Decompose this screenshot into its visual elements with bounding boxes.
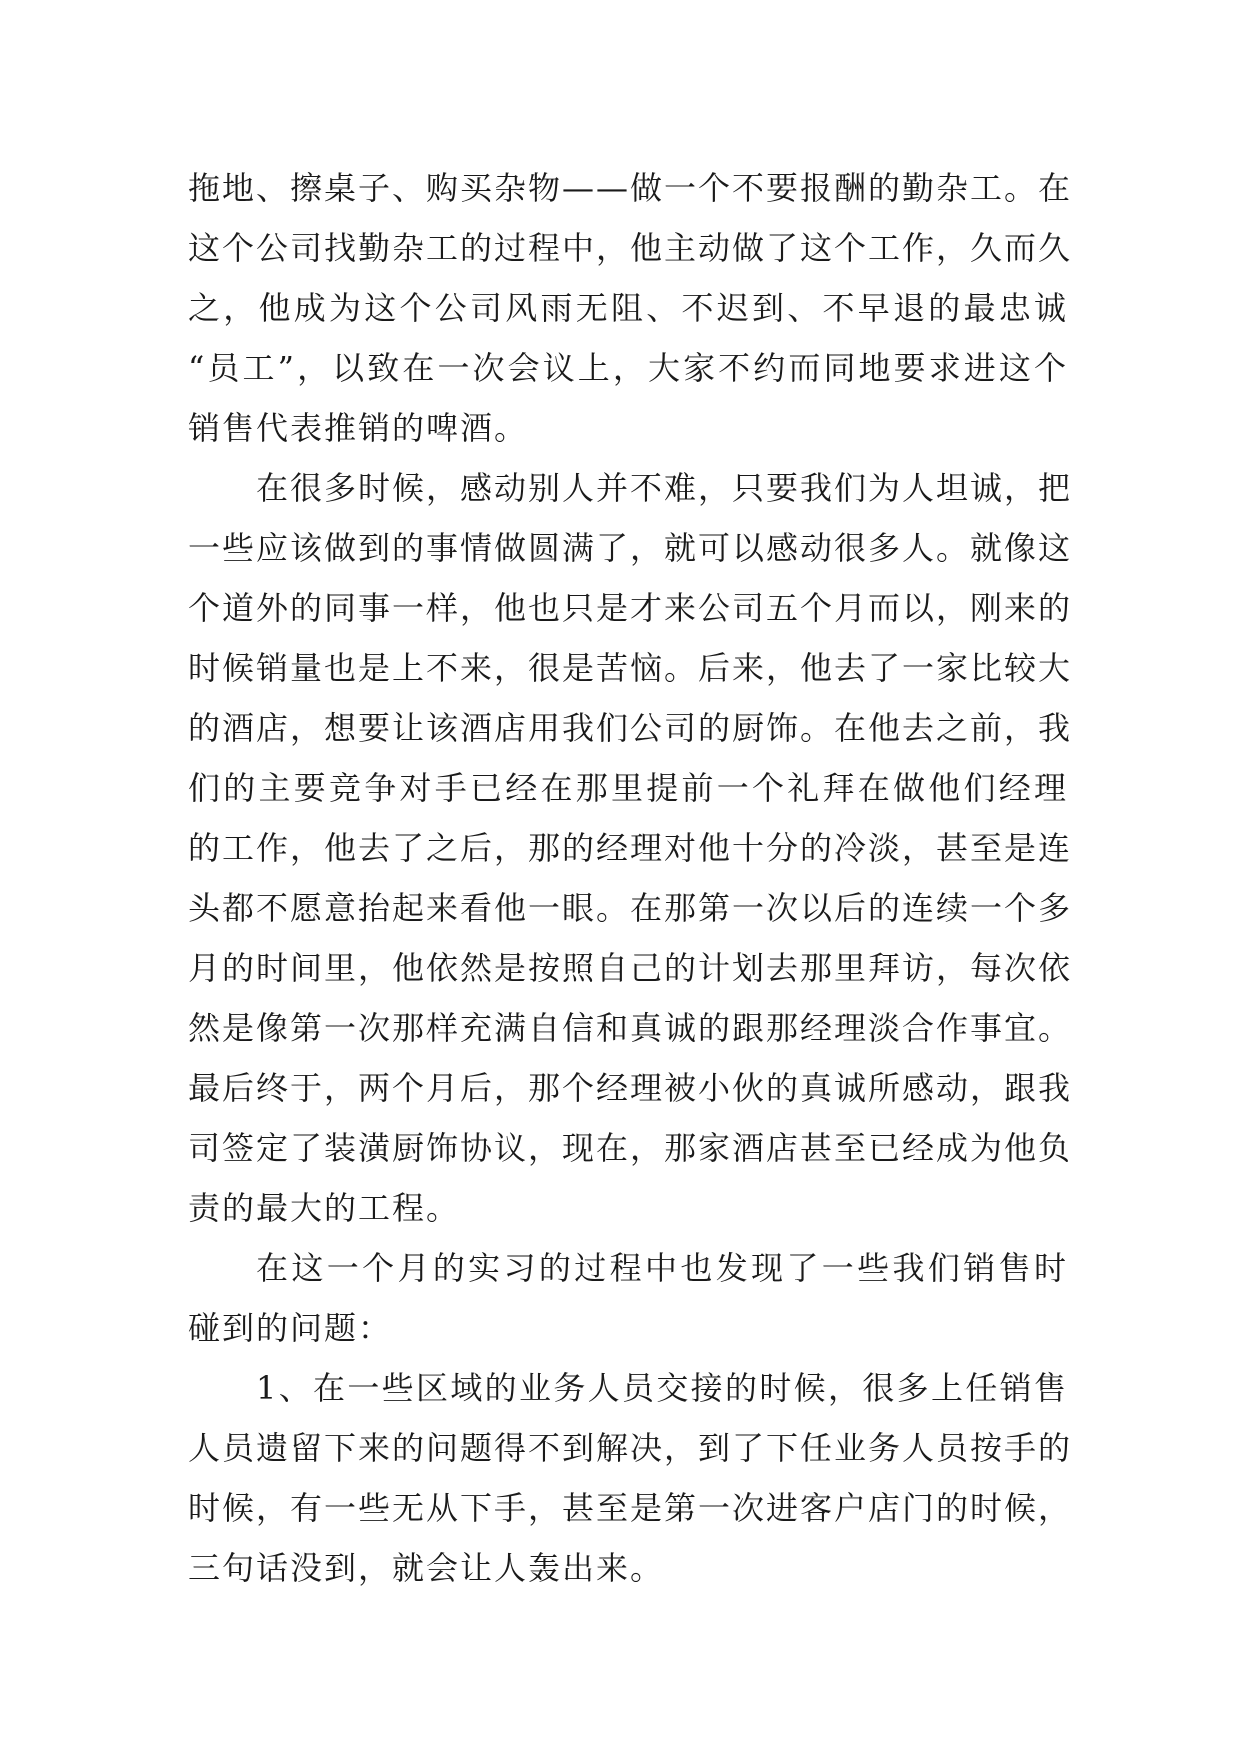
text-line: 司签定了装潢厨饰协议，现在，那家酒店甚至已经成为他负 <box>188 1129 1073 1167</box>
text-line: 们的主要竞争对手已经在那里提前一个礼拜在做他们经理 <box>188 769 1068 807</box>
text-line: 一些应该做到的事情做圆满了，就可以感动很多人。就像这 <box>188 529 1073 567</box>
text-line: “员工”，以致在一次会议上，大家不约而同地要求进这个 <box>188 349 1068 387</box>
text-line: 头都不愿意抬起来看他一眼。在那第一次以后的连续一个多 <box>188 889 1073 927</box>
text-line: 1、在一些区域的业务人员交接的时候，很多上任销售 <box>256 1369 1068 1407</box>
paragraph-1 <box>188 158 1073 458</box>
body-text <box>188 158 1073 1598</box>
text-line: 个道外的同事一样，他也只是才来公司五个月而以，刚来的 <box>188 589 1073 627</box>
text-line: 在很多时候，感动别人并不难，只要我们为人坦诚，把 <box>256 469 1073 507</box>
paragraph-3 <box>188 1238 1068 1358</box>
text-line: 的工作，他去了之后，那的经理对他十分的冷淡，甚至是连 <box>188 829 1073 867</box>
text-line: 最后终于，两个月后，那个经理被小伙的真诚所感动，跟我 <box>188 1069 1073 1107</box>
text-line: 然是像第一次那样充满自信和真诚的跟那经理淡合作事宜。 <box>188 1009 1073 1047</box>
text-line: 时候，有一些无从下手，甚至是第一次进客户店门的时候， <box>188 1489 1073 1527</box>
text-line: 碰到的问题： <box>188 1309 393 1347</box>
text-line: 在这一个月的实习的过程中也发现了一些我们销售时 <box>256 1249 1068 1287</box>
text-line: 之，他成为这个公司风雨无阻、不迟到、不早退的最忠诚 <box>188 289 1068 327</box>
paragraph-2 <box>188 458 1073 1238</box>
text-line: 的酒店，想要让该酒店用我们公司的厨饰。在他去之前，我 <box>188 709 1073 747</box>
paragraph-4 <box>188 1358 1073 1598</box>
text-line: 三句话没到，就会让人轰出来。 <box>188 1549 665 1587</box>
text-line: 拖地、擦桌子、购买杂物——做一个不要报酬的勤杂工。在 <box>188 169 1073 207</box>
text-line: 这个公司找勤杂工的过程中，他主动做了这个工作，久而久 <box>188 229 1073 267</box>
text-line: 月的时间里，他依然是按照自己的计划去那里拜访，每次依 <box>188 949 1073 987</box>
text-line: 责的最大的工程。 <box>188 1189 461 1227</box>
text-line: 销售代表推销的啤酒。 <box>188 409 529 447</box>
text-line: 时候销量也是上不来，很是苦恼。后来，他去了一家比较大 <box>188 649 1073 687</box>
text-line: 人员遗留下来的问题得不到解决，到了下任业务人员按手的 <box>188 1429 1073 1467</box>
